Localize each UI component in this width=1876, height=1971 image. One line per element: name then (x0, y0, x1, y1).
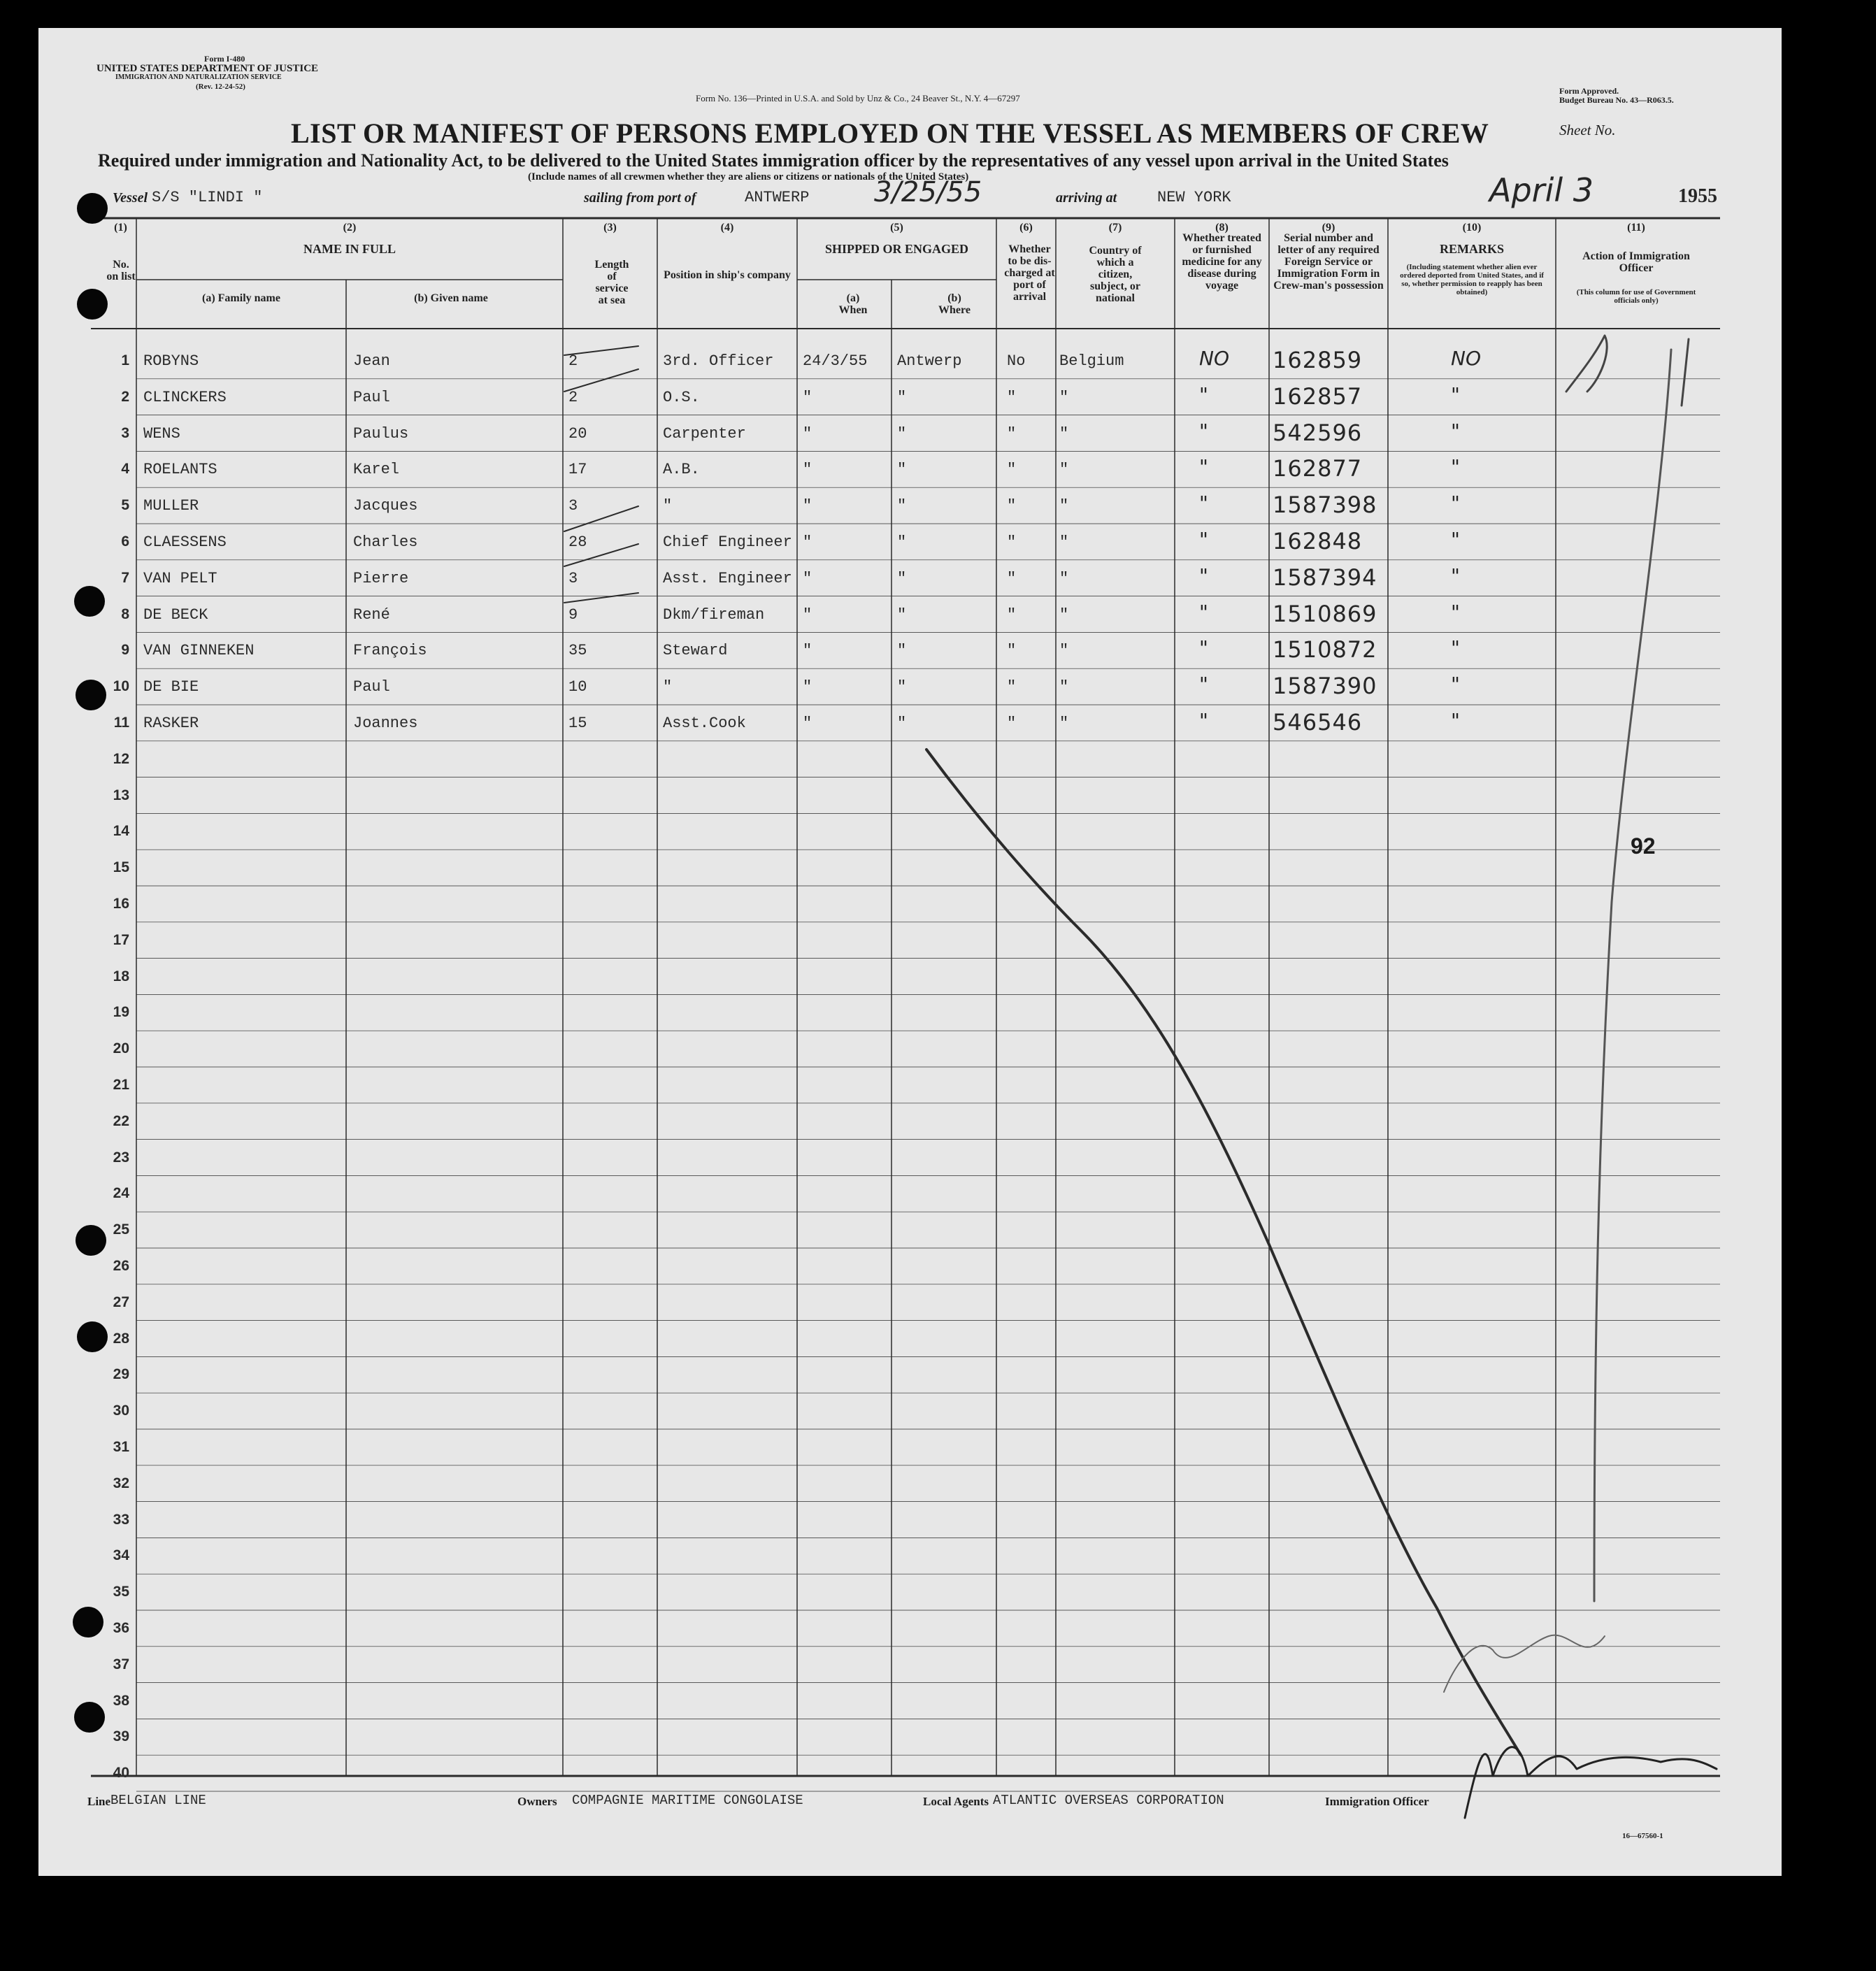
row-number: 16 (113, 896, 129, 912)
punch-hole (76, 1225, 106, 1256)
crew-service-cell: 3 (568, 569, 578, 587)
crew-service-cell: 9 (568, 605, 578, 624)
local-agents: ATLANTIC OVERSEAS CORPORATION (993, 1793, 1224, 1808)
row-number: 5 (121, 497, 129, 514)
crew-where-cell: " (897, 533, 907, 551)
row-number: 10 (113, 678, 129, 695)
row-number: 17 (113, 931, 129, 948)
form-title: LIST OR MANIFEST OF PERSONS EMPLOYED ON THE VESSEL AS MEMBERS OF CREW (291, 117, 1489, 149)
crew-service-cell: 17 (568, 461, 587, 479)
crew-country-cell: Belgium (1059, 352, 1124, 370)
crew-where-cell: Antwerp (897, 352, 962, 370)
vessel-label: Vessel (113, 190, 148, 206)
form-number: Form I-480 (204, 54, 245, 64)
crew-remarks-cell: " (1451, 709, 1460, 732)
arrival-port: NEW YORK (1157, 189, 1231, 206)
row-number: 36 (113, 1620, 129, 1636)
departure-date: 3/25/55 (874, 176, 982, 208)
crew-when-cell: " (803, 461, 812, 479)
crew-treated-cell: " (1199, 492, 1208, 515)
crew-remarks-cell: " (1451, 636, 1460, 660)
col7-header: Country of which a citizen, subject, or national (1089, 245, 1142, 304)
crew-given-cell: François (353, 642, 427, 660)
arrival-date: April 3 (1489, 171, 1594, 209)
officer-signature (1465, 1747, 1717, 1818)
crew-country-cell: " (1059, 533, 1069, 551)
crew-when-cell: " (803, 678, 812, 696)
crew-remarks-cell: " (1451, 455, 1460, 479)
row-number: 26 (113, 1258, 129, 1274)
crew-where-cell: " (897, 497, 907, 515)
crew-when-cell: " (803, 605, 812, 624)
col6-num: (6) (1019, 222, 1033, 234)
row-number: 11 (113, 715, 129, 731)
officer-initials (1444, 1635, 1605, 1692)
col5b-header: (b) Where (938, 292, 971, 316)
crew-family-cell: MULLER (143, 497, 199, 515)
form-note: (Include names of all crewmen whether they are aliens or citizens or nationals of the United States) (528, 171, 969, 182)
owners-label: Owners (517, 1795, 557, 1808)
col5a-header: (a) When (838, 292, 868, 316)
service: IMMIGRATION AND NATURALIZATION SERVICE (115, 73, 282, 81)
crew-treated-cell: " (1199, 636, 1208, 660)
col9-header: Serial number and letter of any required Foreign Service or Immigration Form in Crew-man's possession (1273, 232, 1384, 292)
footer-code: 16—67560-1 (1622, 1832, 1663, 1840)
crew-position-cell: O.S. (663, 388, 700, 406)
col7-num: (7) (1108, 222, 1122, 234)
row-number: 28 (113, 1330, 129, 1347)
crew-service-cell: 2 (568, 388, 578, 406)
row-number: 2 (121, 388, 129, 405)
shipping-line: BELGIAN LINE (110, 1793, 206, 1808)
crew-service-cell: 15 (568, 715, 587, 732)
crew-given-cell: Paul (353, 678, 390, 696)
row-number: 3 (121, 424, 129, 441)
punch-hole (73, 1607, 103, 1637)
crew-remarks-cell: " (1451, 382, 1460, 406)
cancel-stroke (926, 750, 1521, 1755)
crew-serial-cell: 1587394 (1273, 564, 1377, 591)
crew-discharged-cell: No (1007, 352, 1026, 370)
crew-discharged-cell: " (1007, 497, 1017, 515)
crew-family-cell: RASKER (143, 715, 199, 732)
crew-country-cell: " (1059, 605, 1069, 624)
crew-position-cell: 3rd. Officer (663, 352, 774, 370)
crew-discharged-cell: " (1007, 461, 1017, 479)
col9-num: (9) (1322, 222, 1336, 234)
col4-num: (4) (720, 222, 734, 234)
crew-given-cell: Paul (353, 388, 390, 406)
crew-position-cell: A.B. (663, 461, 700, 479)
crew-treated-cell: " (1199, 673, 1208, 696)
crew-position-cell: Asst. Engineer (663, 569, 792, 587)
punch-hole (77, 193, 108, 224)
crew-family-cell: CLAESSENS (143, 533, 227, 551)
row-number: 13 (113, 787, 129, 803)
immigration-officer-label: Immigration Officer (1325, 1795, 1429, 1808)
col1-header: No. on list (106, 259, 136, 282)
row-number: 21 (113, 1077, 129, 1093)
crew-remarks-cell: " (1451, 673, 1460, 696)
row-number: 30 (113, 1403, 129, 1419)
col3-header: Length of service at sea (594, 259, 629, 306)
col10-header: REMARKS (1439, 242, 1504, 256)
row-number: 38 (113, 1692, 129, 1709)
crew-family-cell: ROBYNS (143, 352, 199, 370)
crew-country-cell: " (1059, 678, 1069, 696)
crew-family-cell: ROELANTS (143, 461, 217, 479)
crew-where-cell: " (897, 424, 907, 443)
col8-num: (8) (1215, 222, 1229, 234)
crew-given-cell: Jean (353, 352, 390, 370)
margin-mark: 92 (1631, 833, 1656, 859)
col1-num: (1) (114, 222, 127, 234)
row-number: 24 (113, 1185, 129, 1202)
crew-discharged-cell: " (1007, 605, 1017, 624)
row-number: 33 (113, 1511, 129, 1528)
crew-discharged-cell: " (1007, 678, 1017, 696)
crew-position-cell: Carpenter (663, 424, 746, 443)
crew-where-cell: " (897, 678, 907, 696)
departure-port: ANTWERP (745, 189, 810, 206)
crew-where-cell: " (897, 388, 907, 406)
crew-country-cell: " (1059, 569, 1069, 587)
col2-num: (2) (343, 222, 357, 234)
crew-where-cell: " (897, 461, 907, 479)
form-subtitle: Required under immigration and Nationality Act, to be delivered to the United States immigration officer by the representatives of any vessel upon arrival in the United States (98, 150, 1449, 171)
crew-treated-cell: " (1199, 455, 1208, 479)
crew-country-cell: " (1059, 497, 1069, 515)
crew-given-cell: René (353, 605, 390, 624)
row-number: 6 (121, 533, 129, 550)
review-stroke (1594, 350, 1671, 1601)
crew-serial-cell: 162857 (1273, 382, 1363, 410)
crew-country-cell: " (1059, 715, 1069, 732)
crew-position-cell: " (663, 497, 673, 515)
crew-serial-cell: 1587390 (1273, 673, 1377, 700)
col8-header: Whether treated or furnished medicine for any disease during voyage (1182, 232, 1262, 292)
crew-given-cell: Paulus (353, 424, 409, 443)
row-number: 1 (121, 352, 129, 368)
row-number: 27 (113, 1293, 129, 1310)
col2b-header: (b) Given name (414, 292, 488, 304)
crew-position-cell: Asst.Cook (663, 715, 746, 732)
sailing-label: sailing from port of (584, 190, 696, 206)
crew-country-cell: " (1059, 642, 1069, 660)
row-number: 18 (113, 968, 129, 984)
row-number: 39 (113, 1728, 129, 1745)
col10-note: (Including statement whether alien ever ordered deported from United States, and if so, whether permission to reapply has been obtained) (1400, 263, 1544, 296)
crew-serial-cell: 162859 (1273, 347, 1363, 373)
crew-where-cell: " (897, 569, 907, 587)
crew-discharged-cell: " (1007, 569, 1017, 587)
row-number: 14 (113, 823, 129, 840)
row-number: 40 (113, 1765, 129, 1782)
crew-position-cell: Steward (663, 642, 728, 660)
col11-num: (11) (1627, 222, 1645, 234)
crew-discharged-cell: " (1007, 533, 1017, 551)
crew-when-cell: " (803, 388, 812, 406)
crew-treated-cell: " (1199, 709, 1208, 732)
col2a-header: (a) Family name (202, 292, 280, 304)
row-number: 19 (113, 1004, 129, 1021)
crew-serial-cell: 162848 (1273, 528, 1363, 554)
department: UNITED STATES DEPARTMENT OF JUSTICE (96, 63, 319, 74)
row-number: 9 (121, 642, 129, 659)
row-number: 20 (113, 1040, 129, 1057)
line-label: Line (87, 1795, 111, 1808)
crew-when-cell: " (803, 497, 812, 515)
crew-given-cell: Pierre (353, 569, 409, 587)
row-number: 22 (113, 1112, 129, 1129)
crew-country-cell: " (1059, 461, 1069, 479)
crew-family-cell: VAN PELT (143, 569, 217, 587)
crew-country-cell: " (1059, 388, 1069, 406)
row-number: 7 (121, 569, 129, 586)
sheet-number-label: Sheet No. (1559, 122, 1616, 138)
arriving-label: arriving at (1056, 190, 1117, 206)
row-number: 25 (113, 1221, 129, 1238)
row-number: 29 (113, 1366, 129, 1383)
crew-serial-cell: 542596 (1273, 419, 1363, 446)
crew-discharged-cell: " (1007, 388, 1017, 406)
crew-where-cell: " (897, 642, 907, 660)
crew-service-cell: 3 (568, 497, 578, 515)
col5-num: (5) (890, 222, 903, 234)
form-rev: (Rev. 12-24-52) (196, 83, 245, 91)
crew-when-cell: " (803, 569, 812, 587)
crew-discharged-cell: " (1007, 424, 1017, 443)
crew-treated-cell: " (1199, 419, 1208, 443)
crew-discharged-cell: " (1007, 642, 1017, 660)
crew-remarks-cell: NO (1451, 347, 1481, 370)
crew-service-cell: 35 (568, 642, 587, 660)
crew-given-cell: Charles (353, 533, 418, 551)
crew-treated-cell: " (1199, 528, 1208, 551)
punch-hole (74, 586, 105, 617)
punch-hole (74, 1702, 105, 1733)
col11-header: Action of Immigration Officer (1582, 250, 1690, 274)
crew-treated-cell: " (1199, 564, 1208, 587)
crew-discharged-cell: " (1007, 715, 1017, 732)
crew-service-cell: 2 (568, 352, 578, 370)
crew-remarks-cell: " (1451, 600, 1460, 624)
crew-position-cell: " (663, 678, 673, 696)
col6-header: Whether to be dis-charged at port of arrival (1004, 243, 1055, 303)
crew-serial-cell: 162877 (1273, 455, 1363, 482)
crew-given-cell: Joannes (353, 715, 418, 732)
col3-num: (3) (603, 222, 617, 234)
row-number: 15 (113, 859, 129, 876)
crew-position-cell: Chief Engineer (663, 533, 792, 551)
crew-family-cell: CLINCKERS (143, 388, 227, 406)
col5-header: SHIPPED OR ENGAGED (824, 242, 969, 256)
crew-remarks-cell: " (1451, 528, 1460, 551)
crew-when-cell: " (803, 642, 812, 660)
crew-given-cell: Jacques (353, 497, 418, 515)
row-number: 12 (113, 750, 129, 767)
crew-family-cell: VAN GINNEKEN (143, 642, 255, 660)
col10-num: (10) (1462, 222, 1482, 234)
col11-note: (This column for use of Government officials only) (1576, 288, 1696, 305)
crew-when-cell: " (803, 424, 812, 443)
row-number: 8 (121, 605, 129, 622)
crew-serial-cell: 1510872 (1273, 636, 1377, 664)
crew-serial-cell: 1510869 (1273, 600, 1377, 627)
crew-family-cell: WENS (143, 424, 180, 443)
crew-where-cell: " (897, 715, 907, 732)
crew-treated-cell: NO (1199, 347, 1229, 370)
crew-service-cell: 28 (568, 533, 587, 551)
crew-family-cell: DE BECK (143, 605, 208, 624)
crew-family-cell: DE BIE (143, 678, 199, 696)
punch-hole (77, 1321, 108, 1352)
crew-remarks-cell: " (1451, 419, 1460, 443)
punch-hole (76, 680, 106, 710)
crew-treated-cell: " (1199, 600, 1208, 624)
form-approved: Form Approved. (1559, 86, 1619, 96)
row-number: 35 (113, 1584, 129, 1600)
row-number: 37 (113, 1656, 129, 1672)
printer-line: Form No. 136—Printed in U.S.A. and Sold by Unz & Co., 24 Beaver St., N.Y. 4—67297 (696, 93, 1020, 103)
col4-header: Position in ship's company (664, 269, 791, 281)
arrival-year: 1955 (1678, 185, 1717, 207)
agents-label: Local Agents (923, 1795, 989, 1808)
row-number: 23 (113, 1149, 129, 1166)
crew-when-cell: " (803, 533, 812, 551)
manifest-sheet (38, 28, 1782, 1876)
row-number: 34 (113, 1547, 129, 1564)
vessel-name: S/S "LINDI " (152, 189, 263, 206)
crew-service-cell: 20 (568, 424, 587, 443)
crew-when-cell: " (803, 715, 812, 732)
crew-remarks-cell: " (1451, 492, 1460, 515)
crew-treated-cell: " (1199, 382, 1208, 406)
crew-when-cell: 24/3/55 (803, 352, 868, 370)
row-number: 32 (113, 1475, 129, 1491)
crew-serial-cell: 546546 (1273, 709, 1363, 736)
owners: COMPAGNIE MARITIME CONGOLAISE (572, 1793, 803, 1808)
budget-bureau: Budget Bureau No. 43—R063.5. (1559, 95, 1674, 105)
crew-country-cell: " (1059, 424, 1069, 443)
crew-position-cell: Dkm/fireman (663, 605, 765, 624)
crew-serial-cell: 1587398 (1273, 492, 1377, 519)
row-number: 4 (121, 461, 129, 478)
row-number: 31 (113, 1439, 129, 1455)
punch-hole (77, 289, 108, 320)
crew-where-cell: " (897, 605, 907, 624)
crew-service-cell: 10 (568, 678, 587, 696)
crew-remarks-cell: " (1451, 564, 1460, 587)
table-grid (38, 28, 1782, 1876)
col2-header: NAME IN FULL (303, 242, 396, 256)
crew-given-cell: Karel (353, 461, 400, 479)
